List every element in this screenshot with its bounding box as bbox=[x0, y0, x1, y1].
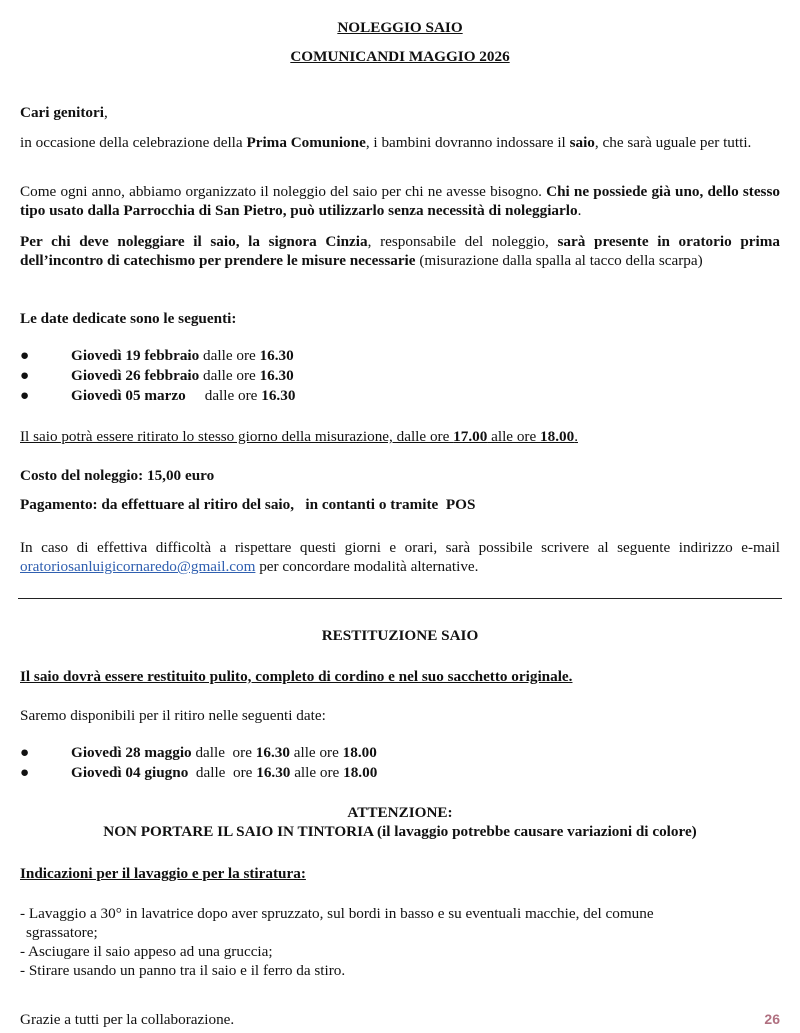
attention-title: ATTENZIONE: bbox=[347, 804, 453, 821]
date-time-end: 18.00 bbox=[343, 764, 378, 781]
intro-paragraph bbox=[20, 133, 780, 152]
date-day: Giovedì 04 giugno bbox=[71, 764, 189, 781]
section-divider bbox=[18, 598, 782, 599]
washing-item-3: - Stirare usando un panno tra il saio e il ferro da stiro. bbox=[20, 962, 346, 979]
intro-text-1: in occasione della celebrazione della bbox=[20, 134, 247, 151]
difficulty-paragraph bbox=[20, 538, 780, 576]
bullet-icon: ● bbox=[20, 744, 30, 761]
closing-thanks: Grazie a tutti per la collaborazione. bbox=[20, 1011, 235, 1028]
washing-instructions bbox=[20, 904, 780, 980]
date-time-end: 18.00 bbox=[342, 744, 377, 761]
date-time: 16.30 bbox=[261, 387, 296, 404]
return-condition: Il saio dovrà essere restituito pulito, completo di cordino e nel suo sacchetto originale. bbox=[20, 668, 573, 685]
pickup-text-2: alle ore bbox=[487, 428, 541, 445]
greeting-comma: , bbox=[103, 104, 108, 121]
date-time: 16.30 bbox=[259, 347, 294, 364]
return-intro: Saremo disponibili per il ritiro nelle seguenti date: bbox=[20, 707, 326, 724]
email-link[interactable]: oratoriosanluigicornaredo@gmail.com bbox=[20, 558, 256, 575]
date-time: 16.30 bbox=[259, 367, 294, 384]
date-mid: dalle ore bbox=[199, 367, 260, 384]
date-mid: dalle ore bbox=[199, 347, 260, 364]
rental-paragraph bbox=[20, 182, 780, 220]
measurement-bold-2: sarà presente in oratorio prima dell’incontro di catechismo per prendere le misure necessarie bbox=[20, 233, 781, 269]
document-title: NOLEGGIO SAIO bbox=[337, 19, 463, 36]
page-number: 26 bbox=[764, 1011, 780, 1027]
washing-heading: Indicazioni per il lavaggio e per la stiratura: bbox=[20, 865, 306, 882]
date-mid: dalle ore bbox=[188, 764, 257, 781]
fitting-date-2 bbox=[71, 366, 294, 385]
bullet-icon: ● bbox=[20, 764, 30, 781]
rental-text-1: Come ogni anno, abbiamo organizzato il noleggio del saio per chi ne avesse bisogno. bbox=[20, 183, 547, 200]
difficulty-text-1: In caso di effettiva difficoltà a rispettare questi giorni e orari, sarà possibile scrivere al seguente indirizzo e-mail bbox=[20, 539, 780, 556]
intro-text-2: , i bambini dovranno indossare il bbox=[365, 134, 570, 151]
rental-cost: Costo del noleggio: 15,00 euro bbox=[20, 467, 215, 484]
rental-bold-text: Chi ne possiede già uno, dello stesso tipo usato dalla Parrocchia di San Pietro, può utilizzarlo senza necessità di noleggiarlo bbox=[20, 183, 780, 219]
date-day: Giovedì 05 marzo bbox=[71, 387, 186, 404]
return-date-1 bbox=[71, 743, 377, 762]
date-time-start: 16.30 bbox=[255, 744, 290, 761]
date-mid: dalle ore bbox=[191, 744, 256, 761]
return-date-2 bbox=[71, 763, 377, 782]
date-mid-2: alle ore bbox=[290, 764, 344, 781]
greeting bbox=[20, 103, 780, 122]
date-day: Giovedì 26 febbraio bbox=[71, 367, 200, 384]
pickup-text-3: . bbox=[574, 428, 578, 445]
washing-item-1: - Lavaggio a 30° in lavatrice dopo aver spruzzato, sul bordi in basso e su eventuali macchie, del comune bbox=[20, 905, 654, 922]
date-day: Giovedì 28 maggio bbox=[71, 744, 192, 761]
document-subtitle: COMUNICANDI MAGGIO 2026 bbox=[290, 48, 510, 65]
pickup-text-1: Il saio potrà essere ritirato lo stesso giorno della misurazione, dalle ore bbox=[20, 428, 454, 445]
dates-heading: Le date dedicate sono le seguenti: bbox=[20, 310, 237, 327]
bullet-icon: ● bbox=[20, 387, 30, 404]
difficulty-text-2: per concordare modalità alternative. bbox=[255, 558, 479, 575]
washing-item-1-continued: sgrassatore; bbox=[26, 924, 98, 941]
washing-item-2: - Asciugare il saio appeso ad una gruccia; bbox=[20, 943, 273, 960]
pickup-time-2: 18.00 bbox=[540, 428, 575, 445]
intro-bold-prima-comunione: Prima Comunione bbox=[246, 134, 366, 151]
return-section-title: RESTITUZIONE SAIO bbox=[321, 627, 479, 644]
intro-bold-saio: saio bbox=[569, 134, 595, 151]
measurement-paragraph bbox=[20, 232, 780, 270]
pickup-time-1: 17.00 bbox=[453, 428, 488, 445]
date-day: Giovedì 19 febbraio bbox=[71, 347, 200, 364]
fitting-date-1 bbox=[71, 346, 294, 365]
measurement-text-1: , responsabile del noleggio, bbox=[367, 233, 558, 250]
pickup-info bbox=[20, 427, 578, 446]
measurement-bold-1: Per chi deve noleggiare il saio, la signora Cinzia bbox=[20, 233, 368, 250]
rental-text-2: . bbox=[577, 202, 582, 219]
date-mid-2: alle ore bbox=[289, 744, 343, 761]
attention-warning: NON PORTARE IL SAIO IN TINTORIA (il lavaggio potrebbe causare variazioni di colore) bbox=[103, 823, 697, 840]
date-time-start: 16.30 bbox=[256, 764, 291, 781]
date-mid: dalle ore bbox=[185, 387, 262, 404]
greeting-text: Cari genitori bbox=[20, 104, 104, 121]
bullet-icon: ● bbox=[20, 347, 30, 364]
payment-info: Pagamento: da effettuare al ritiro del saio, in contanti o tramite POS bbox=[20, 496, 476, 513]
intro-text-3: , che sarà uguale per tutti. bbox=[594, 134, 752, 151]
bullet-icon: ● bbox=[20, 367, 30, 384]
measurement-text-2: (misurazione dalla spalla al tacco della scarpa) bbox=[415, 252, 703, 269]
fitting-date-3 bbox=[71, 386, 295, 405]
